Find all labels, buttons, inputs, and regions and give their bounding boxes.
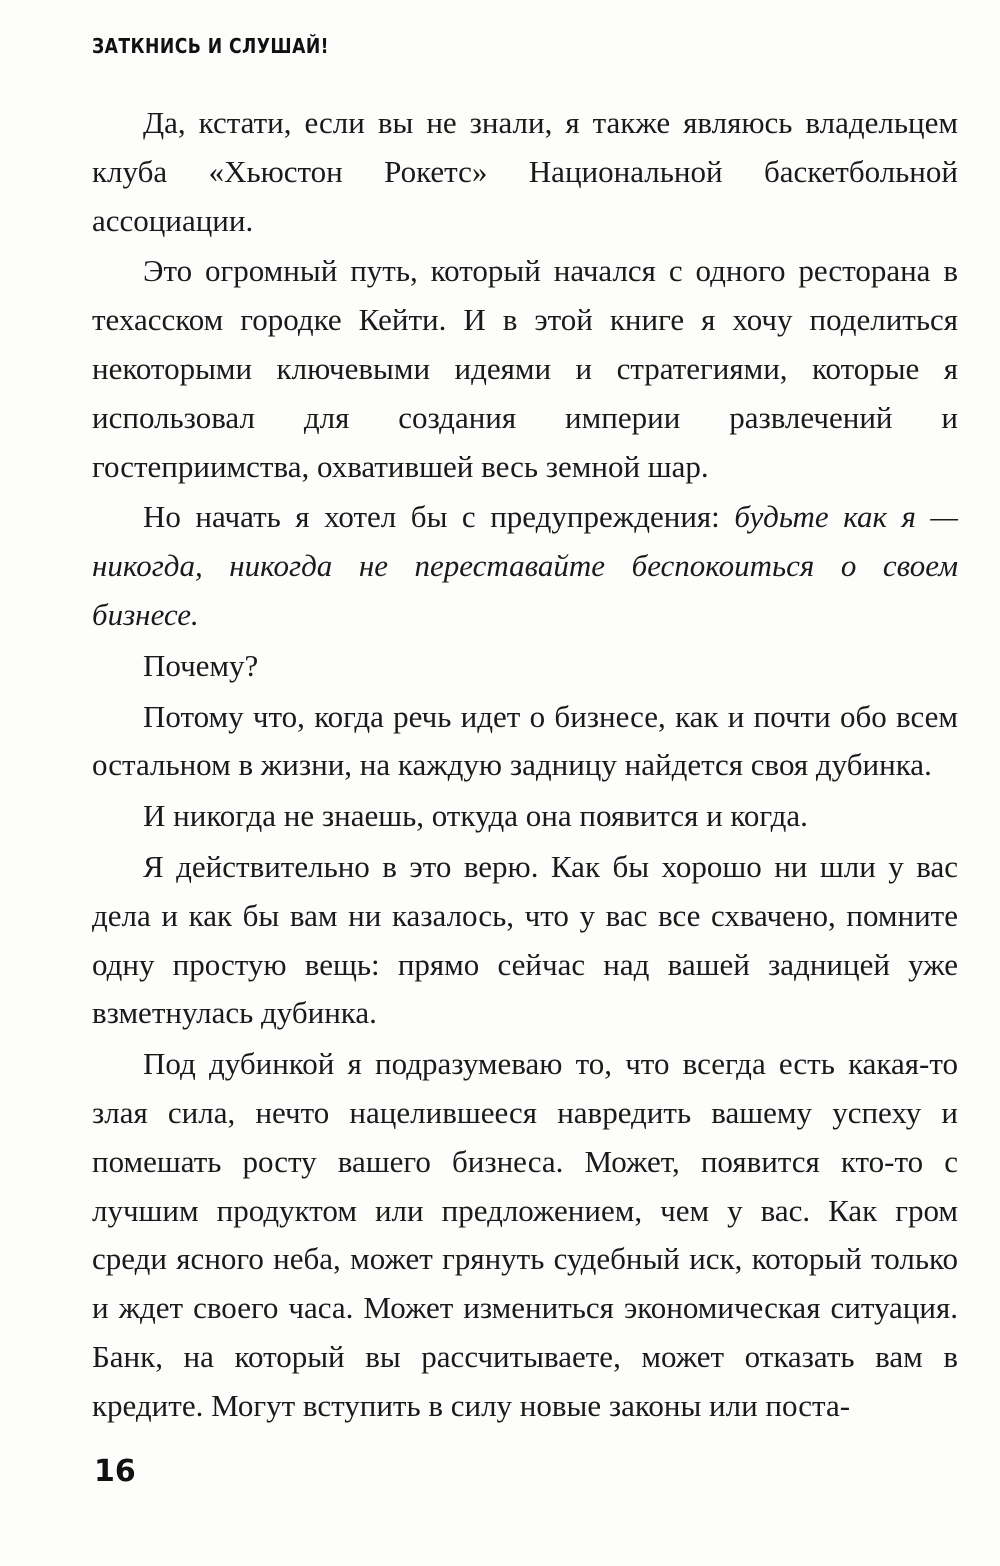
paragraph: Потому что, когда речь идет о бизнесе, как и почти обо всем остальном в жизни, на каждую задницу найдется своя дубинка. <box>92 698 958 783</box>
page-number: 16 <box>94 1454 136 1489</box>
paragraph: И никогда не знаешь, откуда она появится и когда. <box>143 798 808 834</box>
paragraph: Под дубинкой я подразумеваю то, что всегда есть какая-то злая сила, нечто нацелившееся навредить вашему успеху и помешать росту вашего бизнеса. Может, появится кто-то с лучшим продуктом или предложением, чем у вас. Как гром среди ясного неба, может грянуть судебный иск, который только и ждет своего часа. Может измениться экономическая ситуация. Банк, на который вы рассчитываете, может отказать вам в кредите. Могут вступить в силу новые законы или поста- <box>92 1046 958 1423</box>
paragraph: Почему? <box>143 647 259 683</box>
paragraph: Да, кстати, если вы не знали, я также являюсь владельцем клуба «Хьюстон Рокетс» Национальной баскетбольной ассоциации. <box>92 105 958 238</box>
paragraph: Я действительно в это верю. Как бы хорошо ни шли у вас дела и как бы вам ни казалось, что у вас все схвачено, помните одну простую вещь: прямо сейчас над вашей задницей уже взметнулась дубинка. <box>92 848 958 1031</box>
paragraph: Но начать я хотел бы с предупреждения: будьте как я — никогда, никогда не переставайте беспокоиться о своем бизнесе. <box>92 499 958 632</box>
emphasis-text: будьте как я — никогда, никогда не переставайте беспокоиться о своем бизнесе. <box>92 499 958 632</box>
body-text <box>92 99 958 1433</box>
paragraph: Это огромный путь, который начался с одного ресторана в техасском городке Кейти. И в этой книге я хочу поделиться некоторыми ключевыми идеями и стратегиями, которые я использовал для создания империи развлечений и гостеприимства, охватившей весь земной шар. <box>92 253 958 484</box>
running-head: ЗАТКНИСЬ И СЛУШАЙ! <box>92 34 329 58</box>
